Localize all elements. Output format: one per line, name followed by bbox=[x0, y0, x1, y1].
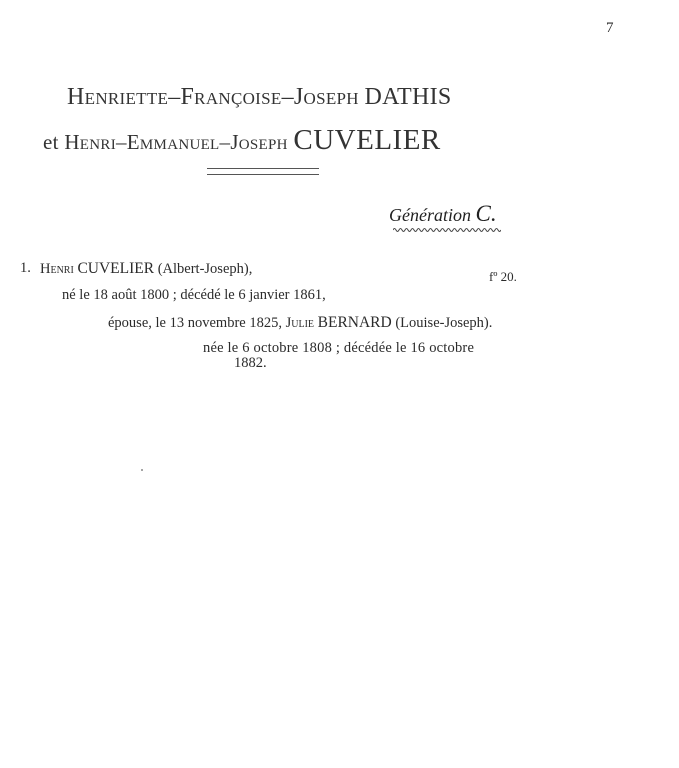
spouse-other-names: (Louise-Joseph). bbox=[395, 315, 493, 331]
title-given-names-2: Henri–Emmanuel–Joseph bbox=[64, 130, 288, 154]
page-number: 7 bbox=[606, 20, 614, 36]
entry-marriage-line bbox=[108, 314, 492, 332]
title-surname-2: CUVELIER bbox=[293, 124, 441, 156]
generation-letter: C. bbox=[475, 201, 497, 226]
generation-heading bbox=[389, 201, 497, 227]
title-line-2 bbox=[43, 124, 441, 157]
title-surname-1: DATHIS bbox=[364, 84, 452, 110]
title-conjunction: et bbox=[43, 130, 59, 154]
spouse-dates: née le 6 octobre 1808 ; décédée le 16 octobre bbox=[203, 340, 475, 356]
wavy-underline bbox=[393, 227, 501, 233]
folio-reference: fº 20. bbox=[489, 269, 517, 284]
marriage-prefix: épouse, le 13 novembre 1825, bbox=[108, 315, 282, 331]
spouse-surname: BERNARD bbox=[317, 314, 392, 331]
entry-name-line bbox=[40, 260, 252, 278]
entry-other-names: (Albert-Joseph), bbox=[157, 261, 253, 277]
title-line-1 bbox=[67, 84, 452, 111]
spouse-dates-continued: 1882. bbox=[234, 355, 267, 371]
paper-speck bbox=[141, 469, 143, 471]
title-double-rule bbox=[207, 168, 319, 175]
title-given-names-1: Henriette–Françoise–Joseph bbox=[67, 84, 359, 110]
generation-label: Génération bbox=[389, 205, 471, 225]
spouse-given-name: Julie bbox=[285, 315, 315, 331]
entry-given-name: Henri bbox=[40, 261, 74, 277]
entry-number: 1. bbox=[20, 260, 31, 276]
entry-birth-death: né le 18 août 1800 ; décédé le 6 janvier 1861, bbox=[62, 287, 326, 303]
entry-surname: CUVELIER bbox=[77, 260, 155, 277]
